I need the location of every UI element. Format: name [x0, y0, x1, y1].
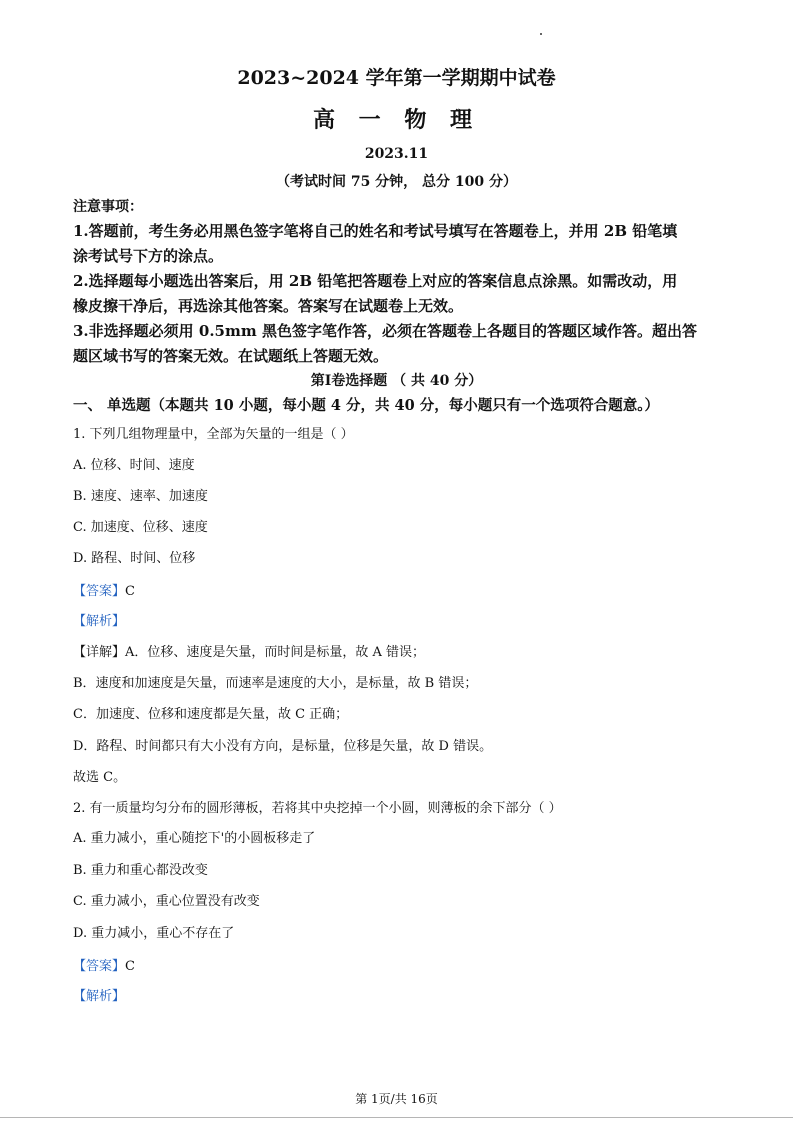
volume-heading: 第Ⅰ卷选择题 （ 共 40 分） — [310, 373, 483, 389]
question-1-option-a: A. 位移、时间、速度 — [73, 458, 195, 473]
exam-duration: （考试时间 75 分钟， 总分 100 分） — [275, 174, 518, 190]
answer-tag: 【答案】 — [73, 584, 126, 599]
question-1-detail-line: B．速度和加速度是矢量，而速率是速度的大小，是标量，故 B 错误； — [73, 676, 478, 691]
note-line: 1.答题前，考生务必用黑色签字笔将自己的姓名和考试号填写在答题卷上，并用 2B 铅笔填 — [73, 222, 678, 240]
exam-title: 2023~2024 学年第一学期期中试卷 — [237, 67, 556, 89]
note-line: 题区域书写的答案无效。在试题纸上答题无效。 — [73, 347, 389, 365]
answer-value: C — [125, 959, 135, 974]
question-2-stem: 2. 有一质量均匀分布的圆形薄板，若将其中央挖掉一个小圆，则薄板的余下部分（ ） — [73, 801, 562, 816]
section-heading: 一、 单选题（本题共 10 小题，每小题 4 分，共 40 分，每小题只有一个选项符合题意。） — [73, 397, 660, 414]
question-1-option-b: B. 速度、速率、加速度 — [73, 489, 208, 504]
detail-text: A．位移、速度是矢量，而时间是标量，故 A 错误； — [125, 645, 426, 660]
note-line: 橡皮擦干净后，再选涂其他答案。答案写在试题卷上无效。 — [73, 297, 464, 315]
note-line: 3.非选择题必须用 0.5mm 黑色签字笔作答，必须在答题卷上各题目的答题区域作答。超出答 — [73, 322, 697, 340]
page-number: 第 1页/共 16页 — [355, 1092, 438, 1106]
question-2-option-b: B. 重力和重心都没改变 — [73, 863, 208, 878]
question-1-option-c: C. 加速度、位移、速度 — [73, 520, 208, 535]
question-1-detail-line — [73, 641, 425, 660]
question-1-analysis-tag: 【解析】 — [73, 614, 126, 629]
question-1-answer — [73, 580, 135, 599]
question-1-stem: 1. 下列几组物理量中，全部为矢量的一组是（ ） — [73, 427, 354, 442]
bottom-rule — [0, 1117, 793, 1118]
exam-date: 2023.11 — [364, 146, 429, 162]
question-2-option-d: D. 重力减小，重心不存在了 — [73, 926, 235, 941]
question-2-option-a: A. 重力减小，重心随挖下'的小圆板移走了 — [73, 831, 316, 846]
question-2-answer — [73, 955, 135, 974]
exam-subject: 高 一 物 理 — [313, 107, 480, 133]
answer-tag: 【答案】 — [73, 959, 126, 974]
notes-heading: 注意事项： — [73, 199, 143, 215]
note-line: 2.选择题每小题选出答案后，用 2B 铅笔把答题卷上对应的答案信息点涂黑。如需改动，用 — [73, 272, 678, 290]
detail-tag: 【详解】 — [73, 645, 126, 660]
question-1-conclusion: 故选 C。 — [73, 770, 127, 785]
question-2-analysis-tag: 【解析】 — [73, 989, 126, 1004]
question-1-detail-line: C．加速度、位移和速度都是矢量，故 C 正确； — [73, 707, 349, 722]
note-line: 涂考试号下方的涂点。 — [73, 247, 224, 265]
question-1-option-d: D. 路程、时间、位移 — [73, 551, 196, 566]
corner-mark — [540, 33, 542, 35]
answer-value: C — [125, 584, 135, 599]
question-2-option-c: C. 重力减小，重心位置没有改变 — [73, 894, 260, 909]
question-1-detail-line: D．路程、时间都只有大小没有方向，是标量，位移是矢量，故 D 错误。 — [73, 739, 493, 754]
